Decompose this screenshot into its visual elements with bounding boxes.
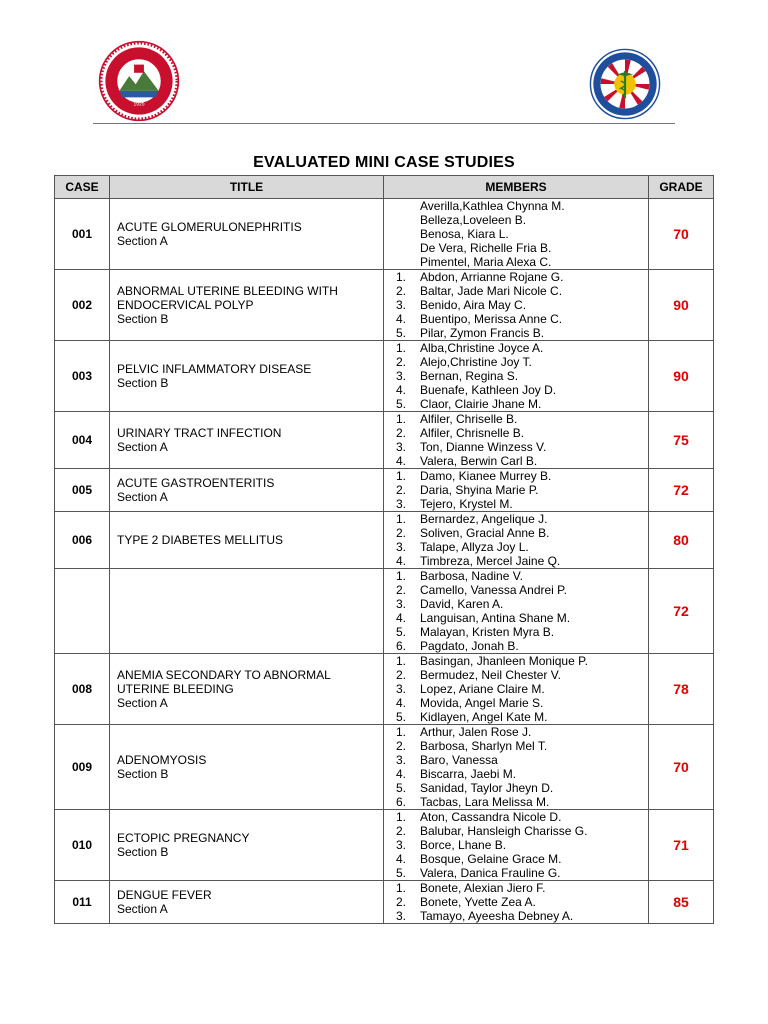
case-number: 010 xyxy=(55,810,110,881)
grade-value: 90 xyxy=(649,341,714,412)
document-title: EVALUATED MINI CASE STUDIES xyxy=(253,154,515,171)
members-cell xyxy=(384,654,649,725)
list-item xyxy=(396,454,648,468)
list-item xyxy=(396,824,648,838)
header-divider xyxy=(93,123,675,124)
list-item xyxy=(396,739,648,753)
member-name: Soliven, Gracial Anne B. xyxy=(420,526,550,540)
members-list xyxy=(396,654,648,724)
svg-text:1920: 1920 xyxy=(133,102,145,108)
member-name: Alfiler, Chrisnelle B. xyxy=(420,426,525,440)
column-header-case: CASE xyxy=(55,176,110,199)
member-number: 4. xyxy=(396,554,407,568)
member-number: 2. xyxy=(396,483,407,497)
case-title-cell xyxy=(110,199,384,270)
case-section: Section A xyxy=(117,696,168,710)
grade-value: 75 xyxy=(649,412,714,469)
table-row xyxy=(55,469,714,512)
list-item xyxy=(396,426,648,440)
table-row xyxy=(55,810,714,881)
list-item xyxy=(396,838,648,852)
member-name: Daria, Shyina Marie P. xyxy=(420,483,539,497)
case-title: ECTOPIC PREGNANCY xyxy=(117,831,250,845)
grade-value: 70 xyxy=(649,199,714,270)
case-number: 011 xyxy=(55,881,110,924)
column-header-grade: GRADE xyxy=(649,176,714,199)
member-name: De Vera, Richelle Fria B. xyxy=(420,241,552,255)
member-name: Talape, Allyza Joy L. xyxy=(420,540,529,554)
list-item xyxy=(396,526,648,540)
members-list xyxy=(396,199,648,269)
member-name: Alejo,Christine Joy T. xyxy=(420,355,532,369)
list-item xyxy=(396,554,648,568)
case-title: URINARY TRACT INFECTION xyxy=(117,426,282,440)
members-list xyxy=(396,512,648,568)
member-number: 1. xyxy=(396,512,407,526)
member-name: Pimentel, Maria Alexa C. xyxy=(420,255,552,269)
grade-value: 78 xyxy=(649,654,714,725)
member-name: Averilla,Kathlea Chynna M. xyxy=(420,199,565,213)
member-number: 4. xyxy=(396,454,407,468)
case-section: Section B xyxy=(117,312,169,326)
list-item xyxy=(396,569,648,583)
members-cell xyxy=(384,810,649,881)
member-number: 3. xyxy=(396,838,407,852)
case-number: 008 xyxy=(55,654,110,725)
member-name: Malayan, Kristen Myra B. xyxy=(420,625,555,639)
table-row xyxy=(55,725,714,810)
case-title-cell xyxy=(110,270,384,341)
case-studies-table xyxy=(54,175,714,924)
list-item xyxy=(396,753,648,767)
member-number: 6. xyxy=(396,639,407,653)
member-number: 1. xyxy=(396,881,407,895)
members-cell xyxy=(384,569,649,654)
members-list xyxy=(396,270,648,340)
case-title-cell xyxy=(110,469,384,512)
table-row xyxy=(55,270,714,341)
case-number: 003 xyxy=(55,341,110,412)
list-item xyxy=(396,227,648,241)
member-name: Alba,Christine Joyce A. xyxy=(420,341,544,355)
case-title-cell xyxy=(110,569,384,654)
members-list xyxy=(396,810,648,880)
case-title-cell xyxy=(110,412,384,469)
member-name: Bermudez, Neil Chester V. xyxy=(420,668,561,682)
list-item xyxy=(396,852,648,866)
list-item xyxy=(396,270,648,284)
case-number: 009 xyxy=(55,725,110,810)
member-number: 2. xyxy=(396,895,407,909)
case-title: ACUTE GASTROENTERITIS xyxy=(117,476,275,490)
members-cell xyxy=(384,725,649,810)
member-name: Sanidad, Taylor Jheyn D. xyxy=(420,781,554,795)
members-cell xyxy=(384,412,649,469)
members-list xyxy=(396,569,648,653)
member-name: Pagdato, Jonah B. xyxy=(420,639,519,653)
member-name: Bernan, Regina S. xyxy=(420,369,519,383)
list-item xyxy=(396,255,648,269)
list-item xyxy=(396,512,648,526)
member-name: Valera, Danica Frauline G. xyxy=(420,866,561,880)
member-number: 4. xyxy=(396,383,407,397)
member-name: Balubar, Hansleigh Charisse G. xyxy=(420,824,588,838)
list-item xyxy=(396,284,648,298)
case-section: Section A xyxy=(117,440,168,454)
table-row xyxy=(55,512,714,569)
member-number: 3. xyxy=(396,682,407,696)
case-title: ANEMIA SECONDARY TO ABNORMAL UTERINE BLEEDING xyxy=(117,668,331,696)
member-number: 3. xyxy=(396,909,407,923)
member-name: Damo, Kianee Murrey B. xyxy=(420,469,552,483)
member-number: 3. xyxy=(396,298,407,312)
member-name: Alfiler, Chriselle B. xyxy=(420,412,518,426)
case-number: 004 xyxy=(55,412,110,469)
case-title-cell xyxy=(110,725,384,810)
list-item xyxy=(396,881,648,895)
member-number: 2. xyxy=(396,583,407,597)
list-item xyxy=(396,213,648,227)
grade-value: 85 xyxy=(649,881,714,924)
member-name: Timbreza, Mercel Jaine Q. xyxy=(420,554,561,568)
member-number: 4. xyxy=(396,312,407,326)
member-number: 3. xyxy=(396,753,407,767)
list-item xyxy=(396,241,648,255)
member-number: 1. xyxy=(396,341,407,355)
college-seal-logo xyxy=(98,40,180,122)
table-row xyxy=(55,654,714,725)
member-name: Tacbas, Lara Melissa M. xyxy=(420,795,550,809)
list-item xyxy=(396,312,648,326)
table-row xyxy=(55,569,714,654)
members-list xyxy=(396,412,648,468)
members-cell xyxy=(384,270,649,341)
list-item xyxy=(396,199,648,213)
member-number: 3. xyxy=(396,597,407,611)
table-row xyxy=(55,881,714,924)
member-name: Bonete, Alexian Jiero F. xyxy=(420,881,546,895)
member-name: Kidlayen, Angel Kate M. xyxy=(420,710,548,724)
members-cell xyxy=(384,881,649,924)
column-header-members: MEMBERS xyxy=(384,176,649,199)
case-title: ACUTE GLOMERULONEPHRITIS xyxy=(117,220,302,234)
list-item xyxy=(396,611,648,625)
case-section: Section A xyxy=(117,902,168,916)
member-number: 2. xyxy=(396,426,407,440)
case-number: 005 xyxy=(55,469,110,512)
case-title-cell xyxy=(110,654,384,725)
list-item xyxy=(396,326,648,340)
member-name: Buenafe, Kathleen Joy D. xyxy=(420,383,557,397)
list-item xyxy=(396,654,648,668)
list-item xyxy=(396,696,648,710)
list-item xyxy=(396,540,648,554)
member-number: 3. xyxy=(396,540,407,554)
case-title: DENGUE FEVER xyxy=(117,888,212,902)
case-number: 002 xyxy=(55,270,110,341)
case-section: Section B xyxy=(117,767,169,781)
member-name: Ton, Dianne Winzess V. xyxy=(420,440,547,454)
member-number: 2. xyxy=(396,526,407,540)
table-row xyxy=(55,341,714,412)
list-item xyxy=(396,469,648,483)
member-name: Barbosa, Nadine V. xyxy=(420,569,523,583)
list-item xyxy=(396,810,648,824)
member-number: 4. xyxy=(396,767,407,781)
member-name: Tejero, Krystel M. xyxy=(420,497,513,511)
member-number: 1. xyxy=(396,725,407,739)
case-section: Section A xyxy=(117,490,168,504)
case-rows xyxy=(55,199,714,924)
members-cell xyxy=(384,469,649,512)
member-number: 3. xyxy=(396,440,407,454)
member-number: 3. xyxy=(396,369,407,383)
member-name: Bernardez, Angelique J. xyxy=(420,512,548,526)
case-title-cell xyxy=(110,341,384,412)
member-name: Aton, Cassandra Nicole D. xyxy=(420,810,562,824)
list-item xyxy=(396,412,648,426)
member-number: 2. xyxy=(396,739,407,753)
list-item xyxy=(396,597,648,611)
table-header-row xyxy=(55,176,714,199)
list-item xyxy=(396,866,648,880)
member-number: 1. xyxy=(396,469,407,483)
list-item xyxy=(396,369,648,383)
member-number: 1. xyxy=(396,654,407,668)
member-number: 1. xyxy=(396,810,407,824)
members-cell xyxy=(384,199,649,270)
grade-value: 80 xyxy=(649,512,714,569)
member-name: Biscarra, Jaebi M. xyxy=(420,767,517,781)
member-name: Borce, Lhane B. xyxy=(420,838,507,852)
list-item xyxy=(396,668,648,682)
column-header-title: TITLE xyxy=(110,176,384,199)
case-title: ABNORMAL UTERINE BLEEDING WITH ENDOCERVICAL POLYP xyxy=(117,284,338,312)
case-title-cell xyxy=(110,512,384,569)
member-name: Buentipo, Merissa Anne C. xyxy=(420,312,563,326)
case-title-cell xyxy=(110,881,384,924)
member-number: 4. xyxy=(396,696,407,710)
member-name: Tamayo, Ayeesha Debney A. xyxy=(420,909,574,923)
case-title: PELVIC INFLAMMATORY DISEASE xyxy=(117,362,312,376)
member-name: Belleza,Loveleen B. xyxy=(420,213,527,227)
member-number: 1. xyxy=(396,412,407,426)
members-cell xyxy=(384,341,649,412)
list-item xyxy=(396,625,648,639)
member-name: Benido, Aira May C. xyxy=(420,298,527,312)
member-name: Languisan, Antina Shane M. xyxy=(420,611,571,625)
list-item xyxy=(396,383,648,397)
list-item xyxy=(396,497,648,511)
members-list xyxy=(396,469,648,511)
member-name: Lopez, Ariane Claire M. xyxy=(420,682,545,696)
member-number: 2. xyxy=(396,668,407,682)
member-name: David, Karen A. xyxy=(420,597,504,611)
list-item xyxy=(396,583,648,597)
members-list xyxy=(396,341,648,411)
grade-value: 72 xyxy=(649,469,714,512)
member-number: 5. xyxy=(396,781,407,795)
member-name: Pilar, Zymon Francis B. xyxy=(420,326,545,340)
member-number: 2. xyxy=(396,355,407,369)
grade-value: 70 xyxy=(649,725,714,810)
list-item xyxy=(396,710,648,724)
medical-caduceus-seal-logo xyxy=(589,48,661,120)
member-name: Barbosa, Sharlyn Mel T. xyxy=(420,739,548,753)
list-item xyxy=(396,781,648,795)
member-number: 1. xyxy=(396,270,407,284)
case-number: 001 xyxy=(55,199,110,270)
list-item xyxy=(396,895,648,909)
member-name: Movida, Angel Marie S. xyxy=(420,696,544,710)
list-item xyxy=(396,483,648,497)
member-name: Claor, Clairie Jhane M. xyxy=(420,397,542,411)
case-section: Section A xyxy=(117,234,168,248)
case-number xyxy=(55,569,110,654)
grade-value: 90 xyxy=(649,270,714,341)
member-number: 6. xyxy=(396,795,407,809)
list-item xyxy=(396,355,648,369)
member-number: 5. xyxy=(396,625,407,639)
grade-value: 71 xyxy=(649,810,714,881)
list-item xyxy=(396,795,648,809)
case-title: TYPE 2 DIABETES MELLITUS xyxy=(117,533,284,547)
member-name: Baro, Vanessa xyxy=(420,753,498,767)
member-name: Bosque, Gelaine Grace M. xyxy=(420,852,562,866)
member-number: 2. xyxy=(396,284,407,298)
members-cell xyxy=(384,512,649,569)
member-name: Valera, Berwin Carl B. xyxy=(420,454,538,468)
list-item xyxy=(396,909,648,923)
grade-value: 72 xyxy=(649,569,714,654)
table-row xyxy=(55,412,714,469)
members-list xyxy=(396,881,648,923)
member-number: 5. xyxy=(396,866,407,880)
list-item xyxy=(396,397,648,411)
list-item xyxy=(396,341,648,355)
table-row xyxy=(55,199,714,270)
member-name: Abdon, Arrianne Rojane G. xyxy=(420,270,564,284)
case-title: ADENOMYOSIS xyxy=(117,753,207,767)
member-number: 5. xyxy=(396,710,407,724)
member-name: Camello, Vanessa Andrei P. xyxy=(420,583,567,597)
list-item xyxy=(396,725,648,739)
list-item xyxy=(396,682,648,696)
member-name: Basingan, Jhanleen Monique P. xyxy=(420,654,588,668)
case-title-cell xyxy=(110,810,384,881)
list-item xyxy=(396,298,648,312)
list-item xyxy=(396,767,648,781)
case-number: 006 xyxy=(55,512,110,569)
member-number: 4. xyxy=(396,611,407,625)
list-item xyxy=(396,639,648,653)
members-list xyxy=(396,725,648,809)
member-number: 1. xyxy=(396,569,407,583)
member-name: Benosa, Kiara L. xyxy=(420,227,509,241)
case-section: Section B xyxy=(117,845,169,859)
member-number: 5. xyxy=(396,397,407,411)
member-number: 4. xyxy=(396,852,407,866)
case-section: Section B xyxy=(117,376,169,390)
member-name: Bonete, Yvette Zea A. xyxy=(420,895,536,909)
member-number: 2. xyxy=(396,824,407,838)
member-number: 5. xyxy=(396,326,407,340)
member-number: 3. xyxy=(396,497,407,511)
list-item xyxy=(396,440,648,454)
member-name: Baltar, Jade Mari Nicole C. xyxy=(420,284,563,298)
member-name: Arthur, Jalen Rose J. xyxy=(420,725,532,739)
